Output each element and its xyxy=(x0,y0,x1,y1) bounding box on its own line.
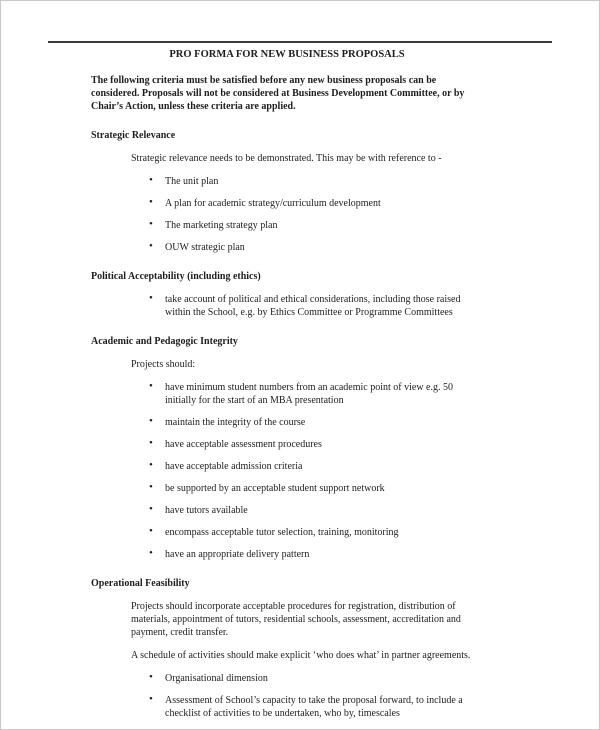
intro-paragraph: The following criteria must be satisfied before any new business proposals can be considered. Proposals will not be considered at Business Development Committee, or by Chair’s Action, unless these criteria are applied. xyxy=(91,75,465,112)
bullet-item: • have minimum student numbers from an academic point of view e.g. 50 initially for the start of an MBA presentation xyxy=(149,381,483,407)
section-heading: Academic and Pedagogic Integrity xyxy=(91,336,238,347)
bullet-item: • have acceptable admission criteria xyxy=(149,460,483,473)
section-paragraph: Projects should: xyxy=(131,359,196,370)
section-paragraph: A schedule of activities should make explicit ‘who does what’ in partner agreements. xyxy=(131,650,471,661)
bullet-item: • have acceptable assessment procedures xyxy=(149,438,483,451)
bullet-list xyxy=(91,381,483,561)
bullet-list xyxy=(91,672,483,720)
bullet-item: • have tutors available xyxy=(149,504,483,517)
page-title: PRO FORMA FOR NEW BUSINESS PROPOSALS xyxy=(169,49,405,60)
sections-container xyxy=(91,129,483,720)
bullet-item: • take account of political and ethical considerations, including those raised within the School, e.g. by Ethics Committee or Programme Committees xyxy=(149,293,483,319)
top-rule xyxy=(48,41,552,43)
section-heading: Strategic Relevance xyxy=(91,130,176,141)
bullet-item: • have an appropriate delivery pattern xyxy=(149,548,483,561)
section-heading: Operational Feasibility xyxy=(91,578,190,589)
bullet-item: • be supported by an acceptable student support network xyxy=(149,482,483,495)
section-heading: Political Acceptability (including ethics) xyxy=(91,271,261,282)
section-paragraph: Projects should incorporate acceptable procedures for registration, distribution of materials, appointment of tutors, residential schools, assessment, accreditation and payment, credit transfer. xyxy=(131,601,461,638)
section-strategic-relevance xyxy=(91,129,483,254)
bullet-item: • maintain the integrity of the course xyxy=(149,416,483,429)
bullet-item: • Assessment of School’s capacity to take the proposal forward, to include a checklist of activities to be undertaken, who by, timescales xyxy=(149,694,483,720)
bullet-item: • Organisational dimension xyxy=(149,672,483,685)
document-content xyxy=(91,48,483,720)
bullet-item: • The unit plan xyxy=(149,175,483,188)
bullet-item: • The marketing strategy plan xyxy=(149,219,483,232)
bullet-item: • encompass acceptable tutor selection, training, monitoring xyxy=(149,526,483,539)
section-operational-feasibility xyxy=(91,577,483,720)
section-political-acceptability xyxy=(91,270,483,319)
section-paragraph: Strategic relevance needs to be demonstrated. This may be with reference to - xyxy=(131,153,442,164)
bullet-item: • OUW strategic plan xyxy=(149,241,483,254)
bullet-list xyxy=(91,293,483,319)
bullet-item: • A plan for academic strategy/curriculum development xyxy=(149,197,483,210)
section-academic-and-pedagogic-integrity xyxy=(91,335,483,561)
bullet-list xyxy=(91,175,483,254)
